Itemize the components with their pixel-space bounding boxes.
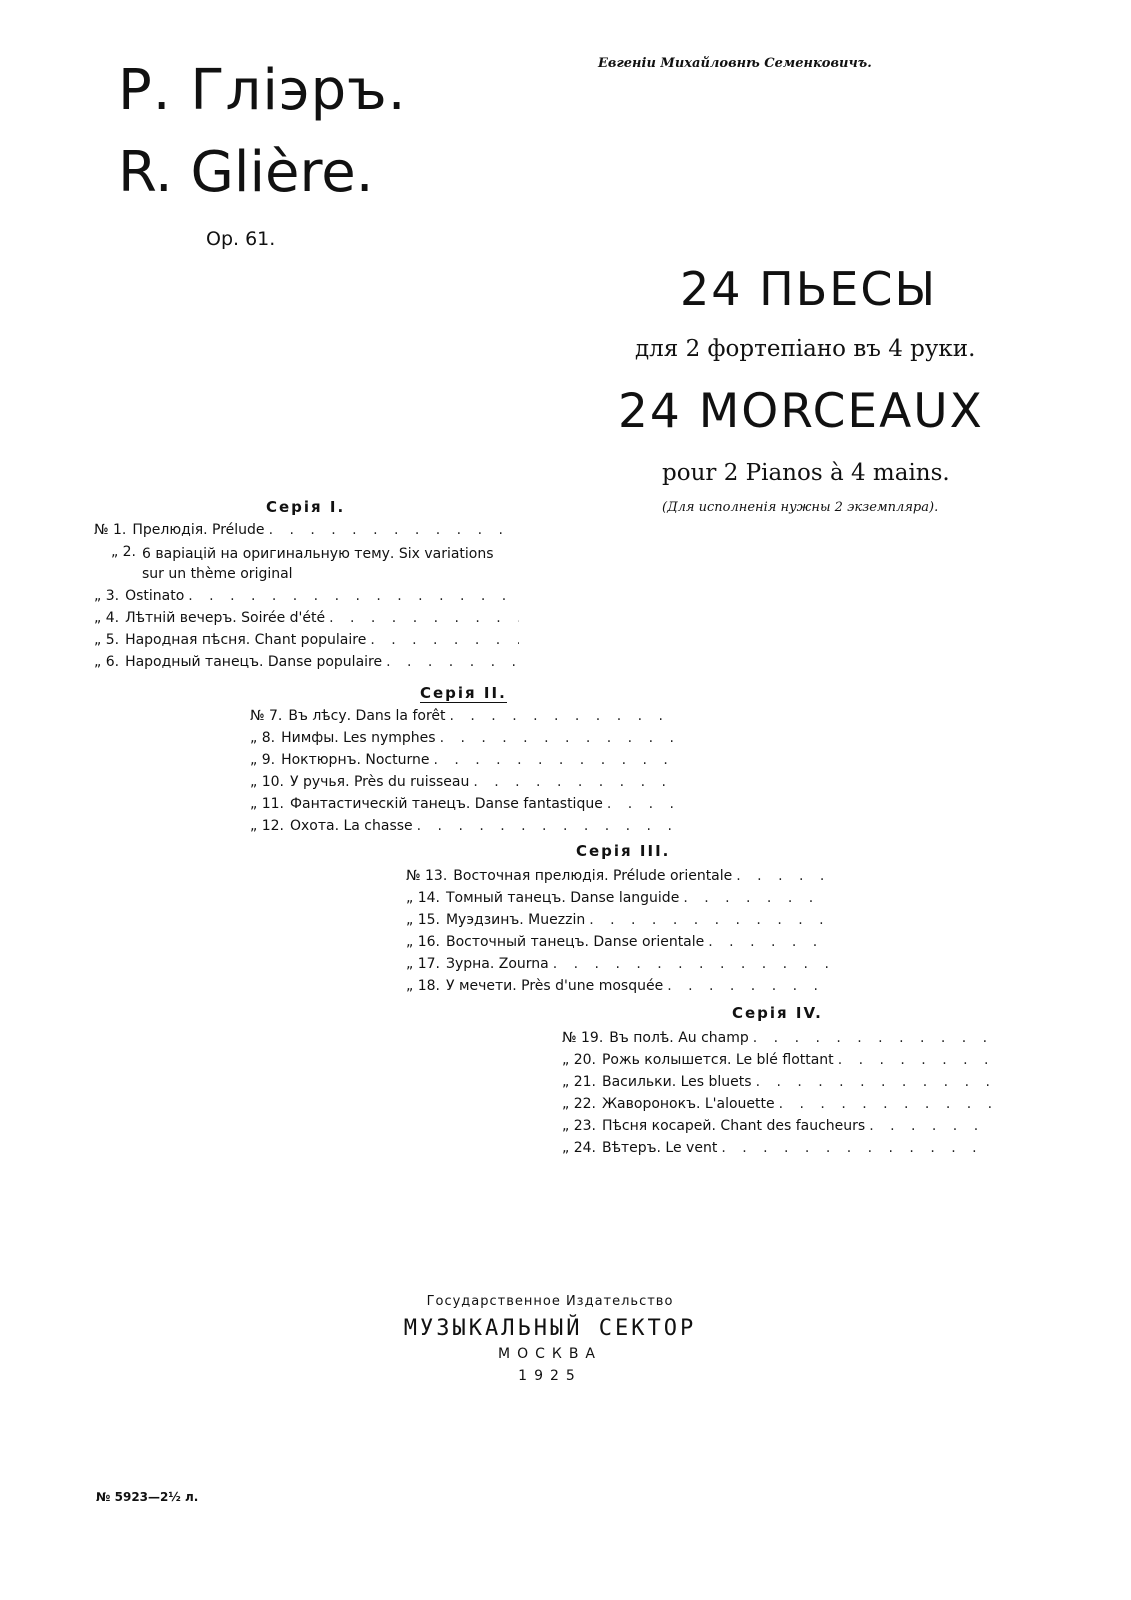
item-number: „ 8.	[250, 730, 276, 746]
item-number: № 13.	[406, 868, 448, 884]
item-number: № 7.	[250, 708, 283, 724]
dot-leader	[679, 890, 831, 906]
contents-item	[250, 730, 675, 750]
publisher-sector: МУЗЫКАЛЬНЫЙ СЕКТОР	[403, 1316, 697, 1341]
item-number: „ 11.	[250, 796, 284, 812]
series-3	[406, 842, 831, 992]
item-title: Вѣтеръ. Le vent	[601, 1140, 718, 1156]
dot-leader	[732, 868, 831, 884]
dot-leader	[865, 1118, 994, 1134]
contents-item	[562, 1118, 994, 1138]
contents-item	[94, 654, 519, 674]
item-title: Пѣсня косарей. Chant des faucheurs	[601, 1118, 866, 1134]
item-number: „ 20.	[562, 1052, 596, 1068]
contents-item	[562, 1096, 994, 1116]
title-french: 24 MORCEAUX	[618, 384, 984, 439]
item-title: Нимфы. Les nymphes	[281, 730, 436, 746]
publisher-city: МОСКВА	[498, 1346, 602, 1362]
contents-item	[406, 890, 831, 910]
contents-item	[406, 912, 831, 932]
item-title: У ручья. Près du ruisseau	[289, 774, 470, 790]
item-title: Ostinato	[125, 588, 185, 604]
item-number: „ 17.	[406, 956, 440, 972]
item-number: „ 6.	[94, 654, 120, 670]
dot-leader	[429, 752, 675, 768]
contents-item	[94, 588, 519, 608]
dot-leader	[436, 730, 675, 746]
item-number: „ 12.	[250, 818, 284, 834]
item-number: „ 4.	[94, 610, 120, 626]
dot-leader	[749, 1030, 994, 1046]
opus-number: Op. 61.	[206, 228, 276, 250]
item-number: „ 24.	[562, 1140, 596, 1156]
item-title: Народная пѣсня. Chant populaire	[125, 632, 367, 648]
item-number: „ 16.	[406, 934, 440, 950]
item-title: Восточная прелюдiя. Prélude orientale	[453, 868, 733, 884]
contents-item	[562, 1074, 994, 1094]
item-title: 6 варiацiй на оригинальную тему. Six variations sur un thème original	[142, 546, 494, 582]
performance-note: (Для исполненiя нужны 2 экземпляра).	[662, 500, 939, 515]
dot-leader	[752, 1074, 994, 1090]
series-2	[250, 684, 675, 834]
item-title: Зурна. Zourna	[445, 956, 549, 972]
item-number: № 19.	[562, 1030, 604, 1046]
contents-item	[94, 544, 519, 584]
dot-leader	[265, 522, 519, 538]
dedication: Евгенiи Михайловнѣ Семенковичъ.	[598, 56, 872, 71]
dot-leader	[446, 708, 676, 724]
contents-item	[250, 752, 675, 772]
publication-year: 1925	[518, 1368, 582, 1384]
item-number: „ 18.	[406, 978, 440, 994]
item-title: Восточный танецъ. Danse orientale	[445, 934, 705, 950]
dot-leader	[366, 632, 519, 648]
dot-leader	[663, 978, 831, 994]
contents-item	[94, 632, 519, 652]
series-title: Серiя IV.	[732, 1004, 823, 1022]
item-number: „ 9.	[250, 752, 276, 768]
composer-name-latin: R. Glière.	[118, 140, 374, 205]
series-1	[94, 498, 519, 678]
contents-item	[94, 522, 519, 542]
item-title: Фантастическiй танецъ. Danse fantastique	[289, 796, 603, 812]
series-title: Серiя III.	[576, 842, 671, 860]
item-title: Лѣтнiй вечеръ. Soirée d'été	[125, 610, 326, 626]
series-title: Серiя I.	[266, 498, 346, 516]
contents-item	[406, 978, 831, 998]
item-title: Въ полѣ. Au champ	[609, 1030, 749, 1046]
item-number: „ 22.	[562, 1096, 596, 1112]
series-title: Серiя II.	[420, 684, 507, 702]
item-number: „ 10.	[250, 774, 284, 790]
dot-leader	[184, 588, 519, 604]
contents-item	[250, 796, 675, 816]
contents-item	[406, 868, 831, 888]
item-number: „ 14.	[406, 890, 440, 906]
item-title: Въ лѣсу. Dans la forêt	[288, 708, 446, 724]
item-number: „ 23.	[562, 1118, 596, 1134]
dot-leader	[585, 912, 831, 928]
item-title: У мечети. Près d'une mosquée	[445, 978, 664, 994]
item-number: № 1.	[94, 522, 127, 538]
subtitle-russian: для 2 фортепiано въ 4 руки.	[635, 336, 976, 362]
plate-number: № 5923—2½ л.	[96, 1490, 199, 1504]
dot-leader	[325, 610, 519, 626]
publisher-name: Государственное Издательство	[426, 1294, 674, 1309]
dot-leader	[717, 1140, 994, 1156]
contents-item	[562, 1140, 994, 1160]
item-title: Народный танецъ. Danse populaire	[125, 654, 383, 670]
dot-leader	[549, 956, 831, 972]
item-title: Охота. La chasse	[289, 818, 413, 834]
dot-leader	[382, 654, 519, 670]
dot-leader	[469, 774, 675, 790]
item-title: Васильки. Les bluets	[601, 1074, 752, 1090]
composer-name-russian: Р. Глiэръ.	[118, 58, 407, 123]
item-number: „ 5.	[94, 632, 120, 648]
item-title: Прелюдiя. Prélude	[132, 522, 265, 538]
item-title: Жаворонокъ. L'alouette	[601, 1096, 775, 1112]
item-number: „ 21.	[562, 1074, 596, 1090]
contents-item	[250, 774, 675, 794]
series-4	[562, 1004, 994, 1154]
contents-item	[406, 956, 831, 976]
item-number: „ 15.	[406, 912, 440, 928]
contents-item	[250, 818, 675, 838]
dot-leader	[775, 1096, 994, 1112]
item-title: Ноктюрнъ. Nocturne	[281, 752, 430, 768]
dot-leader	[834, 1052, 994, 1068]
contents-item	[250, 708, 675, 728]
dot-leader	[413, 818, 675, 834]
item-number: „ 3.	[94, 588, 120, 604]
contents-item	[562, 1052, 994, 1072]
item-title: Томный танецъ. Danse languide	[445, 890, 680, 906]
contents-item	[406, 934, 831, 954]
contents-item	[562, 1030, 994, 1050]
item-number: „ 2.	[110, 544, 136, 560]
subtitle-french: pour 2 Pianos à 4 mains.	[662, 460, 950, 486]
item-title: Рожь колышется. Le blé flottant	[601, 1052, 834, 1068]
title-russian: 24 ПЬЕСЫ	[680, 262, 938, 316]
contents-item	[94, 610, 519, 630]
dot-leader	[704, 934, 831, 950]
item-title: Муэдзинъ. Muezzin	[445, 912, 586, 928]
dot-leader	[603, 796, 675, 812]
